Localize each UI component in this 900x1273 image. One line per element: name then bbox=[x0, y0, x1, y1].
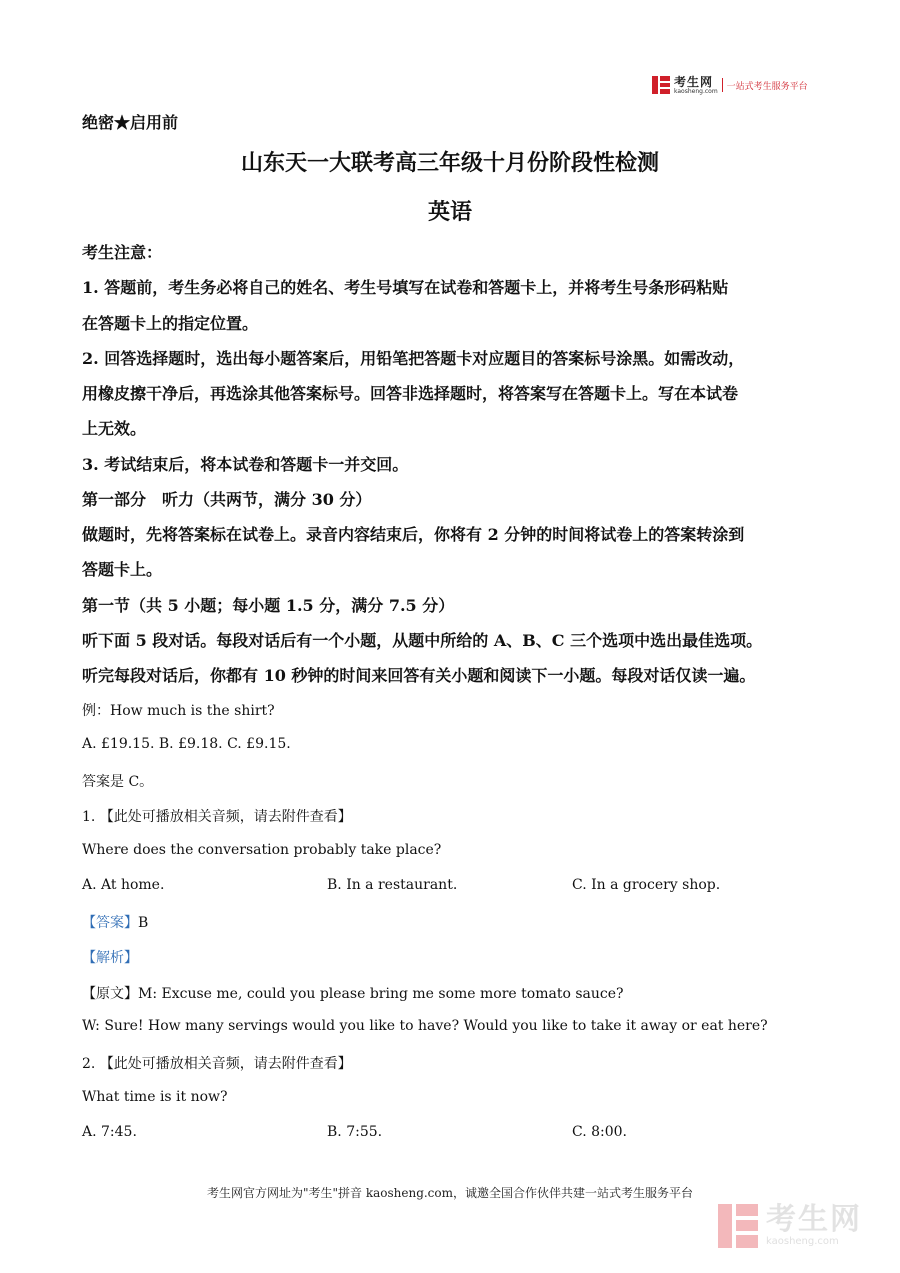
part1-heading: 第一部分 听力（共两节，满分 30 分） bbox=[82, 490, 372, 509]
header-logo bbox=[652, 74, 808, 96]
watermark-name: 考生网 bbox=[766, 1202, 862, 1237]
q1-analysis-tag: 【解析】 bbox=[82, 950, 138, 966]
q1-option-a: A. At home. bbox=[82, 877, 165, 893]
watermark-url: kaosheng.com bbox=[766, 1236, 839, 1247]
q2-question: What time is it now? bbox=[82, 1089, 228, 1105]
q1-original-line bbox=[82, 983, 624, 1003]
logo-divider bbox=[722, 78, 723, 92]
notice-item2-line2: 用橡皮擦干净后，再选涂其他答案标号。回答非选择题时，将答案写在答题卡上。写在本试卷 bbox=[82, 384, 739, 403]
logo-name: 考生网 bbox=[674, 74, 714, 89]
notice-item1-line1: 1. 答题前，考生务必将自己的姓名、考生号填写在试卷和答题卡上，并将考生号条形码粘贴 bbox=[82, 278, 729, 297]
notice-item3: 3. 考试结束后，将本试卷和答题卡一并交回。 bbox=[82, 455, 409, 474]
secret-label: 绝密★启用前 bbox=[82, 113, 179, 132]
q1-audio-note: 1. 【此处可播放相关音频，请去附件查看】 bbox=[82, 809, 352, 825]
logo-mark-icon bbox=[652, 76, 670, 94]
part1-instruction-line2: 答题卡上。 bbox=[82, 560, 163, 579]
example-question: 例：How much is the shirt? bbox=[82, 703, 275, 719]
notice-heading: 考生注意： bbox=[82, 243, 163, 262]
q1-original-w: W: Sure! How many servings would you like to have? Would you like to take it away or eat here? bbox=[82, 1018, 768, 1034]
notice-item1-line2: 在答题卡上的指定位置。 bbox=[82, 314, 259, 333]
section1-line1: 听下面 5 段对话。每段对话后有一个小题，从题中所给的 A、B、C 三个选项中选出最佳选项。 bbox=[82, 631, 763, 650]
part1-instruction-line1: 做题时，先将答案标在试卷上。录音内容结束后，你将有 2 分钟的时间将试卷上的答案转涂到 bbox=[82, 525, 745, 544]
q2-option-c: C. 8:00. bbox=[572, 1124, 628, 1140]
q1-answer-tag: 【答案】 bbox=[82, 915, 138, 931]
q2-audio-note: 2. 【此处可播放相关音频，请去附件查看】 bbox=[82, 1056, 352, 1072]
section1-heading: 第一节（共 5 小题；每小题 1.5 分，满分 7.5 分） bbox=[82, 596, 455, 615]
example-options: A. £19.15. B. £9.18. C. £9.15. bbox=[82, 736, 291, 752]
q1-option-b: B. In a restaurant. bbox=[327, 877, 458, 893]
logo-slogan: 一站式考生服务平台 bbox=[726, 81, 808, 92]
q1-answer-line bbox=[82, 912, 148, 932]
notice-item2-line1: 2. 回答选择题时，选出每小题答案后，用铅笔把答题卡对应题目的答案标号涂黑。如需改动， bbox=[82, 349, 745, 368]
watermark-logo bbox=[718, 1204, 862, 1248]
q1-answer: B bbox=[138, 915, 149, 931]
q1-option-c: C. In a grocery shop. bbox=[572, 877, 721, 893]
q1-question: Where does the conversation probably take place? bbox=[82, 842, 442, 858]
example-answer: 答案是 C。 bbox=[82, 774, 154, 790]
notice-item2-line3: 上无效。 bbox=[82, 419, 147, 438]
q2-option-b: B. 7:55. bbox=[327, 1124, 383, 1140]
section1-line2: 听完每段对话后，你都有 10 秒钟的时间来回答有关小题和阅读下一小题。每段对话仅读一遍。 bbox=[82, 666, 756, 685]
q1-original-m: M: Excuse me, could you please bring me some more tomato sauce? bbox=[138, 986, 624, 1002]
q2-option-a: A. 7:45. bbox=[82, 1124, 137, 1140]
exam-subject: 英语 bbox=[427, 199, 472, 225]
q1-original-tag: 【原文】 bbox=[82, 986, 138, 1002]
exam-title: 山东天一大联考高三年级十月份阶段性检测 bbox=[240, 150, 659, 176]
logo-url: kaosheng.com bbox=[674, 87, 718, 95]
watermark-mark-icon bbox=[718, 1204, 758, 1248]
page-footer: 考生网官方网址为"考生"拼音 kaosheng.com，诚邀全国合作伙伴共建一站式考生服务平台 bbox=[206, 1186, 694, 1200]
